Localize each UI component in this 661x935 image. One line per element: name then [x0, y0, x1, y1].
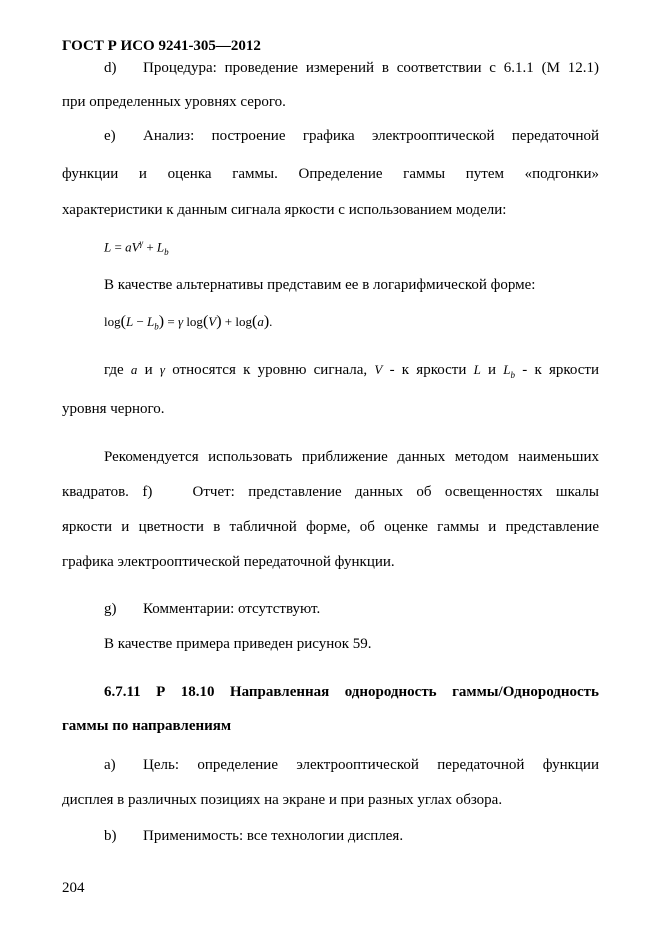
item-e-line1: Анализ: построение графика электрооптической передаточной: [143, 128, 599, 144]
item-d-line1: Процедура: проведение измерений в соответствии с 6.1.1 (М 12.1): [143, 60, 599, 76]
item-e-line2: функции и оценка гаммы. Определение гаммы путем «подгонки»: [62, 166, 599, 182]
page-number: 204: [62, 880, 85, 896]
item-d-line2: при определенных уровнях серого.: [62, 94, 286, 110]
item-e-marker: e): [104, 128, 116, 144]
item-g-marker: g): [104, 601, 117, 617]
where-line1: где a и γ относятся к уровню сигнала, V - к яркости L и $L_b$ - к яркости: [104, 362, 600, 380]
item-g-text: Комментарии: отсутствуют.: [143, 601, 321, 617]
where-line2: уровня черного.: [62, 401, 165, 417]
section-heading-line1: 6.7.11 Р 18.10 Направленная однородность гаммы/Однородность: [104, 684, 599, 700]
item-e-line3: характеристики к данным сигнала яркости с использованием модели:: [62, 202, 507, 218]
recommend-line2: квадратов. f) Отчет: представление данных об освещенностях шкалы: [62, 484, 599, 500]
item-d-marker: d): [104, 60, 117, 76]
section-heading-line2: гаммы по направлениям: [62, 718, 232, 734]
example-text: В качестве примера приведен рисунок 59.: [104, 636, 372, 652]
item-b-text: Применимость: все технологии дисплея.: [143, 828, 404, 844]
formula-model: $L = aV^\gamma + L_b$: [104, 238, 169, 257]
item-a-line1: Цель: определение электрооптической передаточной функции: [143, 757, 599, 773]
document-header: ГОСТ Р ИСО 9241-305—2012: [62, 38, 261, 54]
alternative-text: В качестве альтернативы представим ее в логарифмической форме:: [104, 277, 536, 293]
formula-log: $\log(L - L_b) = \gamma$ log(V) + log(a).: [104, 313, 273, 332]
item-a-line2: дисплея в различных позициях на экране и при разных углах обзора.: [62, 792, 503, 808]
recommend-line3: яркости и цветности в табличной форме, об оценке гаммы и представление: [62, 519, 599, 535]
recommend-line4: графика электрооптической передаточной функции.: [62, 554, 395, 570]
recommend-line1: Рекомендуется использовать приближение данных методом наименьших: [104, 449, 599, 465]
item-a-marker: a): [104, 757, 116, 773]
item-b-marker: b): [104, 828, 117, 844]
